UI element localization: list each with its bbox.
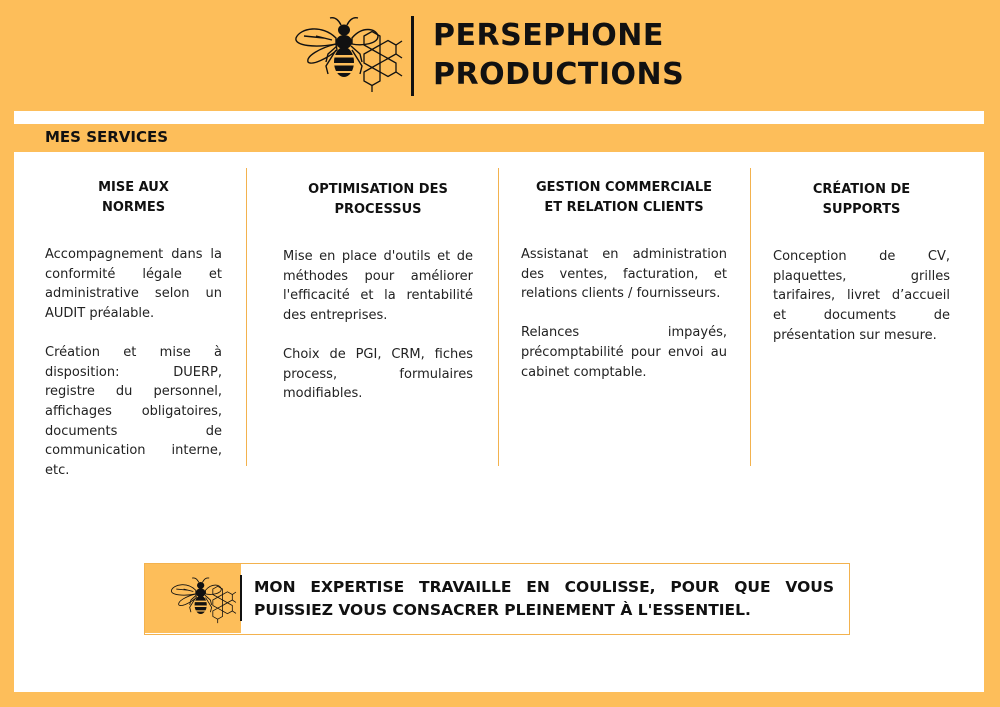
header	[0, 0, 1000, 110]
header-strip	[14, 111, 984, 124]
column-divider	[750, 168, 751, 466]
brand-line-2: PRODUCTIONS	[433, 57, 685, 92]
service-description	[283, 247, 473, 404]
service-description	[521, 245, 727, 382]
header-divider	[411, 16, 414, 96]
column-divider	[498, 168, 499, 466]
service-title: OPTIMISATION DES PROCESSUS	[308, 182, 448, 217]
service-paragraph: Mise en place d'outils et de méthodes pour améliorer l'efficacité et la rentabilité des entreprises.	[283, 249, 473, 324]
service-title: GESTION COMMERCIALE ET RELATION CLIENTS	[535, 180, 713, 215]
column-divider	[246, 168, 247, 466]
brand-name	[433, 16, 684, 94]
service-description	[773, 247, 950, 346]
service-column-conformity	[45, 178, 222, 479]
bee-honeycomb-icon	[169, 574, 239, 626]
service-paragraph: Relances impayés, précomptabilité pour envoi au cabinet comptable.	[521, 325, 727, 380]
service-title: CRÉATION DE SUPPORTS	[812, 182, 911, 217]
service-paragraph: Choix de PGI, CRM, fiches process, formulaires modifiables.	[283, 346, 473, 402]
tagline-text: MON EXPERTISE TRAVAILLE EN COULISSE, POUR QUE VOUS PUISSIEZ VOUS CONSACRER PLEINEMENT À L'ESSENTIEL.	[254, 578, 834, 619]
service-column-supports	[773, 180, 950, 476]
service-paragraph: Assistanat en administration des ventes, facturation, et relations clients / fournisseurs.	[521, 247, 727, 302]
service-paragraph: Accompagnement dans la conformité légale et administrative selon un AUDIT préalable.	[45, 247, 222, 322]
service-title: MISE AUX NORMES	[98, 180, 169, 215]
service-description	[45, 245, 222, 481]
banner-divider	[240, 575, 242, 621]
service-column-commercial	[521, 178, 727, 474]
service-paragraph: Création et mise à disposition: DUERP, registre du personnel, affichages obligatoires, documents de communication interne, etc.	[45, 344, 222, 479]
service-paragraph: Conception de CV, plaquettes, grilles tarifaires, livret d’accueil et documents de présentation sur mesure.	[773, 249, 950, 343]
bee-honeycomb-icon	[292, 14, 407, 94]
brand-line-1: PERSEPHONE	[433, 18, 664, 53]
section-title: MES SERVICES	[45, 128, 169, 146]
banner-logo-area	[145, 564, 241, 633]
service-column-process	[283, 180, 473, 476]
